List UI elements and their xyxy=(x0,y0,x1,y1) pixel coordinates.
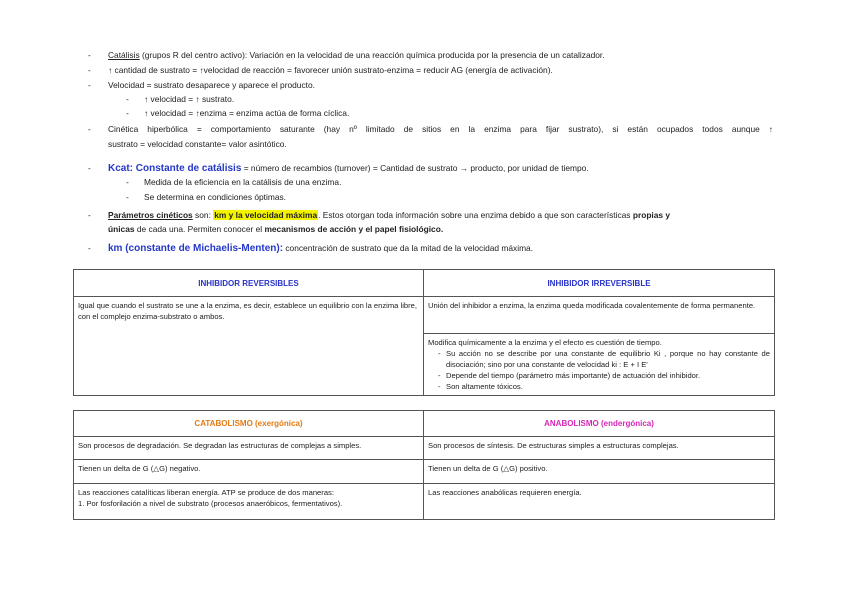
catabolismo-header: CATABOLISMO (exergónica) xyxy=(74,411,424,437)
parametros-highlight: km y la velocidad máxima xyxy=(214,210,318,220)
reversible-header: INHIBIDOR REVERSIBLES xyxy=(74,270,424,297)
anabolismo-row-1: Son procesos de síntesis. De estructuras simples a estructuras complejas. xyxy=(424,437,775,460)
parametros-line-2 xyxy=(108,224,443,235)
kcat-sub2-text: Se determina en condiciones óptimas. xyxy=(144,192,286,202)
anabolismo-header: ANABOLISMO (endergónica) xyxy=(424,411,775,437)
list-item: - Depende del tiempo (parámetro más importante) de actuación del inhibidor. xyxy=(438,370,770,381)
irreversible-list xyxy=(428,348,770,392)
cinetica-line-1: Cinética hiperbólica = comportamiento saturante (hay nº limitado de sitios en la enzima para fijar sustrato), si están ocupados todos aunque ↑ xyxy=(108,124,773,134)
kcat-desc: = número de recambios (turnover) = Cantidad de sustrato → producto, por unidad de tiempo. xyxy=(241,163,589,173)
irreversible-header: INHIBIDOR IRREVERSIBLE xyxy=(424,270,775,297)
catabolismo-row-1: Son procesos de degradación. Se degradan las estructuras de complejas a simples. xyxy=(74,437,424,460)
irreversible-description: Unión del inhibidor a enzima, la enzima queda modificada covalentemente de forma permanente. xyxy=(424,297,775,334)
reversible-description: Igual que cuando el sustrato se une a la enzima, es decir, establece un equilibrio con la enzima libre, con el complejo enzima-substrato o ambos. xyxy=(74,297,424,396)
irreversible-detail-intro: Modifica químicamente a la enzima y el efecto es cuestión de tiempo. xyxy=(428,338,662,347)
cinetica-line-2: sustrato = velocidad constante= valor asintótico. xyxy=(108,139,287,149)
metabolism-table xyxy=(73,410,775,520)
velocidad-sub1-text: ↑ velocidad = ↑ sustrato. xyxy=(144,94,235,104)
inhibitor-table xyxy=(73,269,775,396)
catalisis-desc: (grupos R del centro activo): Variación en la velocidad de una reacción química producida por la presencia de un catalizador. xyxy=(139,50,605,60)
km-term: km (constante de Michaelis-Menten): xyxy=(108,243,284,254)
velocidad-sub2-text: ↑ velocidad = ↑enzima = enzima actúa de forma cíclica. xyxy=(144,108,350,118)
catabolismo-row-2: Tienen un delta de G (△G) negativo. xyxy=(74,460,424,484)
km-desc: concentración de sustrato que da la mitad de la velocidad máxima. xyxy=(283,243,534,253)
list-item: - Son altamente tóxicos. xyxy=(438,381,770,392)
parametros-mid: son: xyxy=(192,210,214,220)
document-page: - Catálisis (grupos R del centro activo): Variación en la velocidad de una reacción química producida por la presencia de un catalizador. - ↑ cantidad de sustrato = ↑velocidad de reacción = favorecer unión sustrato-enzima = reducir AG (energía de activación). - Velocidad = sustrato desaparece y aparece el producto. - ↑ velocidad = ↑ sustrato. - ↑ velocidad = ↑enzima = enzima actúa de forma cíclica. - Cinética hiperbólica = comportamiento saturante (hay nº limitado de sitios en la enzima para fijar sustrato), si están ocupados todos aunque ↑ sustrato = velocidad constante= valor asintótico. - Kcat: Constante de catálisis = número de recambios (turnover) = Cantidad de sustrato → producto, por unidad de tiempo. - Medida de la eficiencia en la catálisis de una enzima. - Se determina en condiciones óptimas. - Parámetros cinéticos son: km y la velocidad máxima. Estos otorgan toda información sobre una enzima debido a que son características propias y únicas de cada una. Permiten conocer el mecanismos de acción y el papel fisiológico. - km (constante de Michaelis-Menten): concentración de sustrato que da la mitad de la velocidad máxima. INHIBIDOR REVERSIBLES INHIBIDOR IRREVERSIBLE Igual que cuando el sustrato se une a la enzima, es decir, establece un equilibrio con la enzima libre, con el complejo enzima-substrato o ambos. Unión del inhibidor a enzima, la enzima queda modificada covalentemente de forma permanente. Modifica químicamente a la enzima y el efecto es cuestión de tiempo. - Su acción no se describe por una constante de equilibrio Ki , porque no hay constante de disociación; sino por una constante de velocidad ki : E + I E' - Depende del tiempo (parámetro más importante) de actuación del inhibidor. - Son altamente tóxicos. CATABOLISMO (exergónica) ANABOLISMO (endergónica) Son procesos de degradación. Se degradan las estructuras de complejas a simples. Son procesos de síntesis. De estructuras simples a estructuras complejas. Tienen un delta de G (△G) negativo. Tienen un delta de G (△G) positivo. Las reacciones catalíticas liberan energía. ATP se produce de dos maneras: 1. Por fosforilación a nivel de substrato (procesos anaeróbicos, fermentativos). Las reacciones anabólicas requieren energía. xyxy=(0,0,848,600)
kcat-term: Kcat: Constante de catálisis xyxy=(108,163,242,174)
cantidad-sustrato-text: ↑ cantidad de sustrato = ↑velocidad de reacción = favorecer unión sustrato-enzima = reducir AG (energía de activación). xyxy=(108,65,553,75)
parametros-unicas: únicas xyxy=(108,224,135,234)
parametros-term: Parámetros cinéticos xyxy=(108,210,193,220)
catabolismo-fosforilacion: 1. Por fosforilación a nivel de substrato (procesos anaeróbicos, fermentativos). xyxy=(78,499,343,508)
list-item: - Su acción no se describe por una constante de equilibrio Ki , porque no hay constante de disociación; sino por una constante de velocidad ki : E + I E' xyxy=(438,348,770,370)
parametros-desc: . Estos otorgan toda información sobre una enzima debido a que son características xyxy=(318,210,633,220)
anabolismo-row-3: Las reacciones anabólicas requieren energía. xyxy=(424,484,775,520)
kcat-sub1-text: Medida de la eficiencia en la catálisis de una enzima. xyxy=(144,177,342,187)
catabolismo-atp-text: Las reacciones catalíticas liberan energía. ATP se produce de dos maneras: xyxy=(78,488,334,497)
anabolismo-row-2: Tienen un delta de G (△G) positivo. xyxy=(424,460,775,484)
parametros-mecanismos: mecanismos de acción y el papel fisiológico. xyxy=(264,224,444,234)
parametros-bold: propias y xyxy=(632,210,671,220)
parametros-line2-text: de cada una. Permiten conocer el xyxy=(134,224,265,234)
catabolismo-row-3 xyxy=(74,484,424,520)
catalisis-term: Catálisis xyxy=(108,50,140,60)
velocidad-text: Velocidad = sustrato desaparece y aparece el producto. xyxy=(108,80,315,90)
irreversible-details xyxy=(424,334,775,396)
